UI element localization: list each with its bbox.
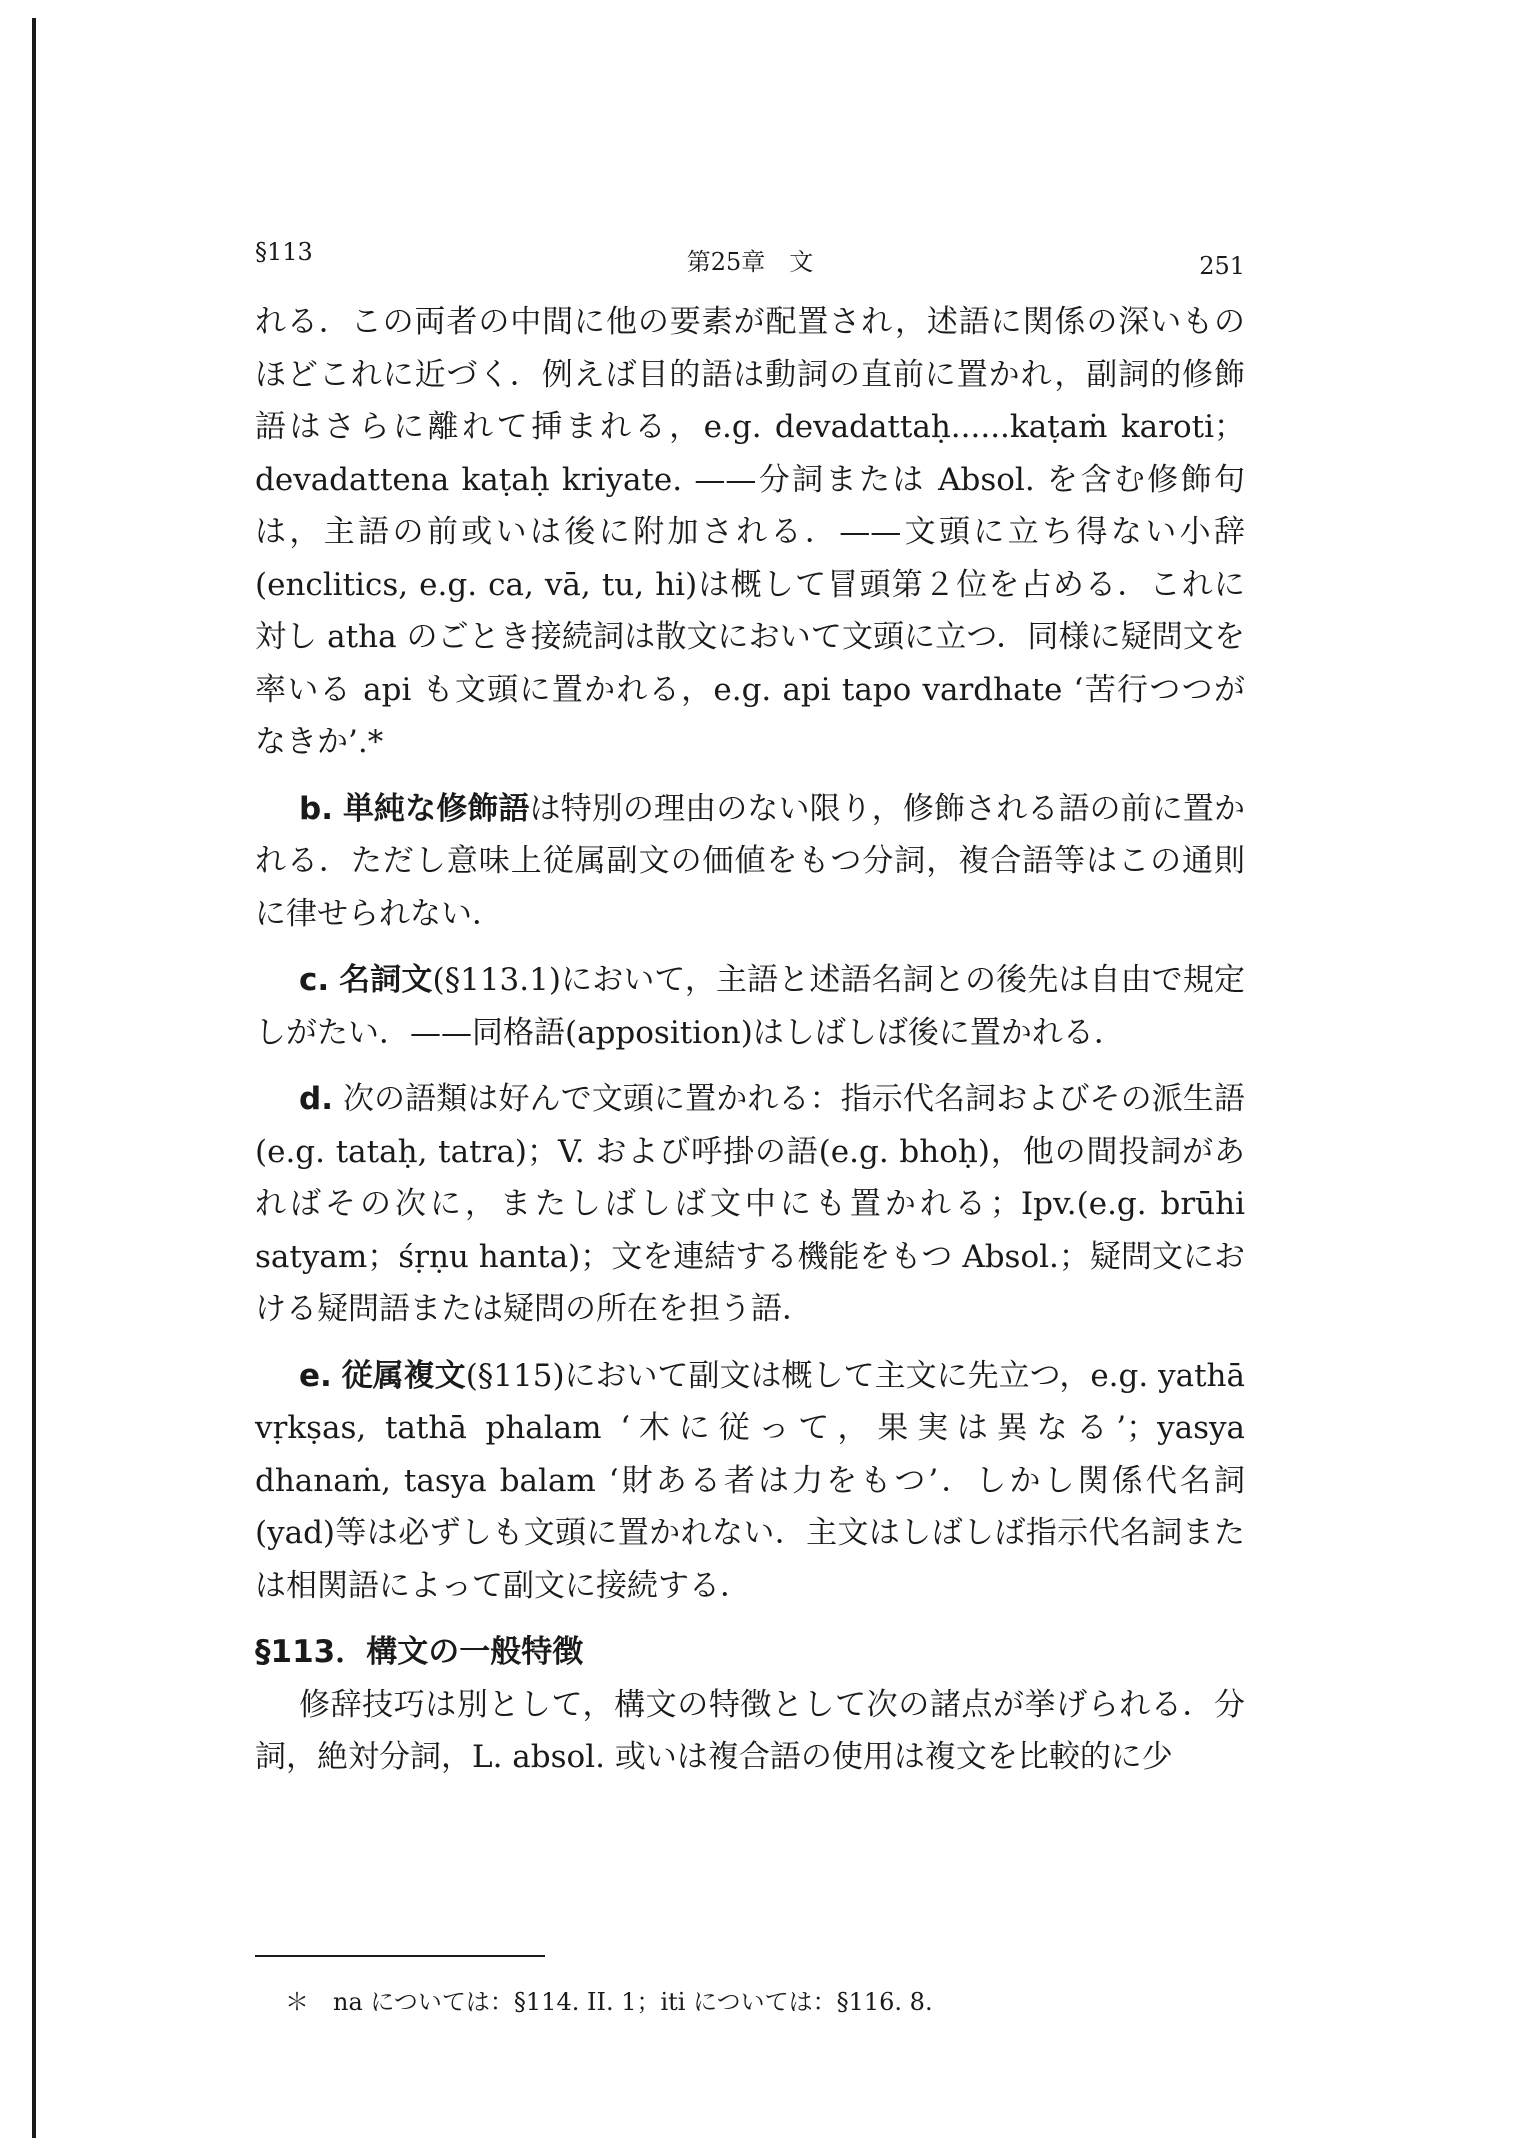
- term-b: 単純な修飾語: [342, 790, 530, 827]
- running-header: [255, 238, 1245, 278]
- item-label-c: c.: [299, 962, 330, 998]
- item-label-b: b.: [299, 790, 333, 827]
- text-c: (§113.1)において，主語と述語名詞との後先は自由で規定しがたい．——同格語(apposition)はしばしば後に置かれる．: [255, 962, 1245, 1051]
- paragraph-c: [255, 954, 1245, 1059]
- term-e: 従属複文: [341, 1357, 466, 1394]
- page-number: 251: [1199, 252, 1245, 280]
- paragraph-b: [255, 783, 1245, 941]
- footnote: ＊ na については：§114. II. 1；iti については：§116. 8.: [285, 1988, 933, 2016]
- item-label-e: e.: [299, 1357, 332, 1394]
- paragraph-d: [255, 1073, 1245, 1336]
- paragraph-e: [255, 1350, 1245, 1613]
- footnote-rule: [255, 1955, 545, 1957]
- item-label-d: d.: [299, 1081, 333, 1117]
- header-chapter-title: 第25章 文: [686, 248, 814, 276]
- main-text: [255, 296, 1245, 1784]
- text-e: (§115)において副文は概して主文に先立つ，e.g. yathā vṛkṣas, tathā phalam ‘木に従って，果実は異なる’；yasya dhanaṁ, tasya balam ‘財ある者は力をもつ’．しかし関係代名詞(yad)等は必ずしも文頭に置かれない．主文はしばしば指示代名詞または相関語によって副文に接続する．: [255, 1357, 1245, 1604]
- text-b: は特別の理由のない限り，修飾される語の前に置かれる．ただし意味上従属副文の価値をもつ分詞，複合語等はこの通則に律せられない．: [255, 790, 1245, 932]
- page-edge-rule: [32, 18, 36, 2138]
- section-heading-113: §113．構文の一般特徴: [255, 1634, 584, 1670]
- term-c: 名詞文: [339, 962, 433, 998]
- header-section: §113: [255, 238, 313, 266]
- paragraph-continuation: れる．この両者の中間に他の要素が配置され，述語に関係の深いものほどこれに近づく．例えば目的語は動詞の直前に置かれ，副詞的修飾語はさらに離れて挿まれる，e.g. devadattaḥ......kaṭaṁ karoti；devadattena kaṭaḥ kriyate. ——分詞または Absol. を含む修飾句は，主語の前或いは後に附加される．——文頭に立ち得ない小辞(enclitics, e.g. ca, vā, tu, hi)は概して冒頭第２位を占める．これに対し atha のごとき接続詞は散文において文頭に立つ．同様に疑問文を率いる api も文頭に置かれる，e.g. api tapo vardhate ‘苦行つつがなきか’.*: [255, 304, 1245, 760]
- text-d: 次の語類は好んで文頭に置かれる：指示代名詞およびその派生語(e.g. tataḥ, tatra)；V. および呼掛の語(e.g. bhoḥ)，他の間投詞があればその次に，またしばしば文中にも置かれる；Ipv.(e.g. brūhi satyam；śṛṇu hanta)；文を連結する機能をもつ Absol.；疑問文における疑問語または疑問の所在を担う語．: [255, 1081, 1245, 1327]
- paragraph-113: 修辞技巧は別として，構文の特徴として次の諸点が挙げられる．分詞，絶対分詞，L. absol. 或いは複合語の使用は複文を比較的に少: [255, 1686, 1245, 1775]
